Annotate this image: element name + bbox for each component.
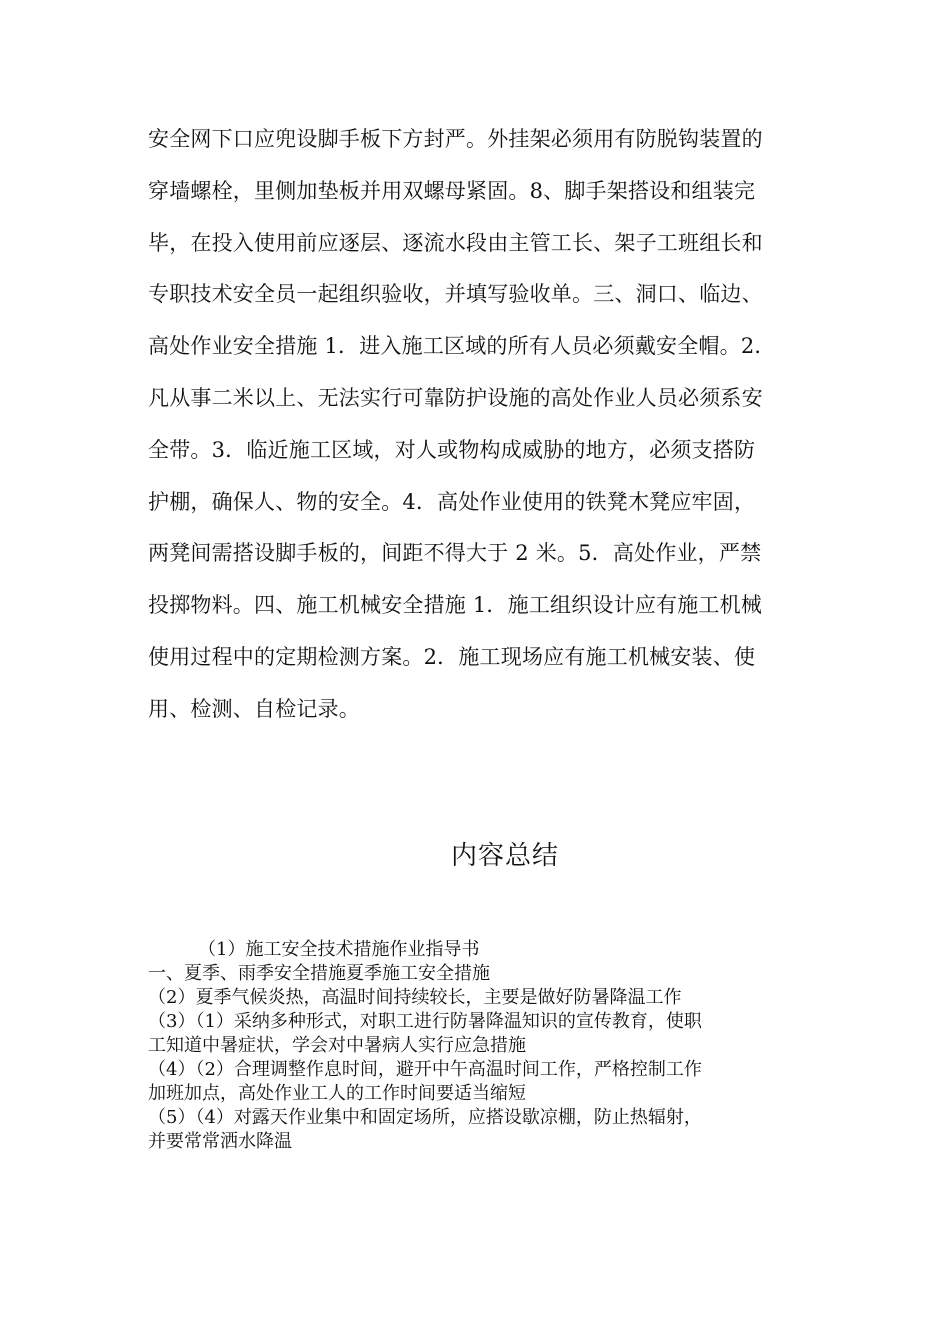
body-line: 安全网下口应兜设脚手板下方封严。外挂架必须用有防脱钩装置的 <box>148 127 763 151</box>
body-line: 两凳间需搭设脚手板的，间距不得大于 2 米。5．高处作业，严禁 <box>148 541 762 566</box>
body-line: 投掷物料。四、施工机械安全措施 1．施工组织设计应有施工机械 <box>148 593 763 618</box>
body-text <box>148 114 808 736</box>
summary-item: （1）施工安全技术措施作业指导书 <box>198 939 480 960</box>
summary-item: 并要常常洒水降温 <box>148 1131 292 1152</box>
summary-item: （5）（4）对露天作业集中和固定场所，应搭设歇凉棚，防止热辐射， <box>148 1107 702 1128</box>
body-line: 护棚，确保人、物的安全。4．高处作业使用的铁凳木凳应牢固， <box>148 489 756 514</box>
body-line: 用、检测、自检记录。 <box>148 696 360 721</box>
summary-list <box>148 938 808 1154</box>
body-line: 专职技术安全员一起组织验收，并填写验收单。三、洞口、临边、 <box>148 282 763 307</box>
body-line: 凡从事二米以上、无法实行可靠防护设施的高处作业人员必须系安 <box>148 385 763 410</box>
summary-item: （3）（1）采纳多种形式，对职工进行防暑降温知识的宣传教育，使职 <box>148 1011 702 1032</box>
summary-item: （2）夏季气候炎热，高温时间持续较长，主要是做好防暑降温工作 <box>148 987 682 1008</box>
body-line: 高处作业安全措施 1．进入施工区域的所有人员必须戴安全帽。2． <box>148 334 776 359</box>
body-line: 全带。3．临近施工区域，对人或物构成威胁的地方，必须支搭防 <box>148 437 756 462</box>
summary-item: 工知道中暑症状，学会对中暑病人实行应急措施 <box>148 1035 526 1056</box>
summary-title: 内容总结 <box>450 841 559 871</box>
body-line: 毕，在投入使用前应逐层、逐流水段由主管工长、架子工班组长和 <box>148 230 763 255</box>
body-line: 使用过程中的定期检测方案。2．施工现场应有施工机械安装、使 <box>148 644 756 669</box>
body-line: 穿墙螺栓，里侧加垫板并用双螺母紧固。8、脚手架搭设和组装完 <box>148 178 756 203</box>
summary-item: （4）（2）合理调整作息时间，避开中午高温时间工作，严格控制工作 <box>148 1059 702 1080</box>
summary-item: 加班加点，高处作业工人的工作时间要适当缩短 <box>148 1083 526 1104</box>
summary-item: 一、夏季、雨季安全措施夏季施工安全措施 <box>148 963 490 984</box>
